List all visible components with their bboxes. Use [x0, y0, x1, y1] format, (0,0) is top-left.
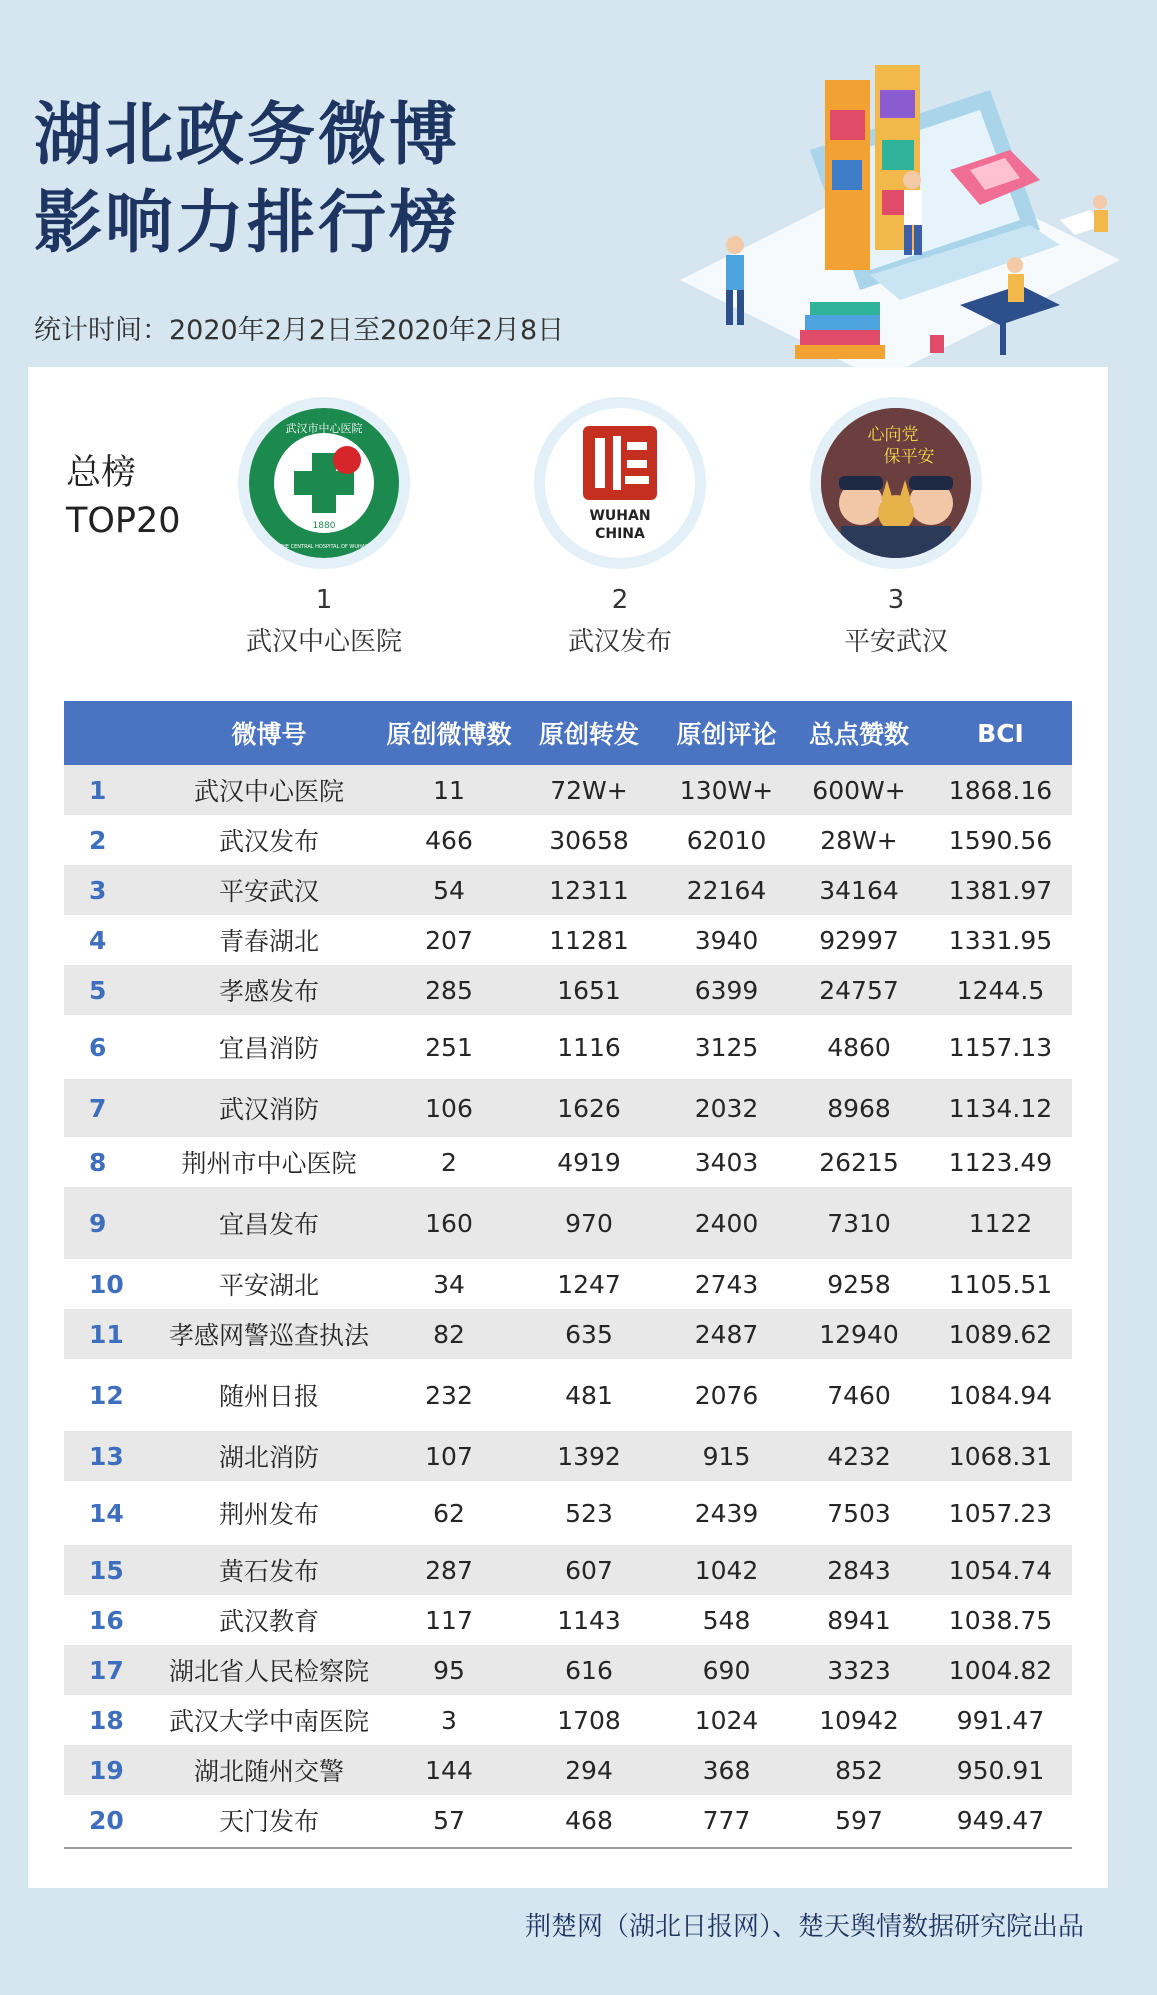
- cell-rank: 18: [64, 1695, 154, 1745]
- table-row: [64, 1137, 1072, 1187]
- cell-original-posts: 144: [384, 1745, 514, 1795]
- cell-comments: 62010: [664, 815, 789, 865]
- cell-account: 武汉消防: [154, 1079, 384, 1137]
- cell-reposts: 11281: [514, 915, 664, 965]
- cell-comments: 2743: [664, 1259, 789, 1309]
- ranking-card: [28, 367, 1108, 1888]
- cell-bci: 1868.16: [929, 765, 1072, 815]
- cell-likes: 7503: [789, 1481, 929, 1545]
- table-row: [64, 1545, 1072, 1595]
- table-row: [64, 915, 1072, 965]
- footer-credit: 荆楚网（湖北日报网）、楚天舆情数据研究院出品: [524, 1912, 1084, 1942]
- cell-bci: 950.91: [929, 1745, 1072, 1795]
- cell-comments: 2032: [664, 1079, 789, 1137]
- ranking-table: [64, 701, 1072, 1845]
- cell-rank: 10: [64, 1259, 154, 1309]
- top3-item-1[interactable]: [234, 397, 414, 658]
- svg-text:武汉市中心医院: 武汉市中心医院: [285, 422, 363, 435]
- cell-original-posts: 232: [384, 1359, 514, 1431]
- cell-likes: 9258: [789, 1259, 929, 1309]
- table-row: [64, 765, 1072, 815]
- cell-original-posts: 287: [384, 1545, 514, 1595]
- cell-original-posts: 62: [384, 1481, 514, 1545]
- cell-bci: 1089.62: [929, 1309, 1072, 1359]
- svg-text:1880: 1880: [312, 521, 336, 531]
- cell-likes: 12940: [789, 1309, 929, 1359]
- table-row: [64, 1431, 1072, 1481]
- cell-account: 宜昌消防: [154, 1015, 384, 1079]
- cell-bci: 1331.95: [929, 915, 1072, 965]
- cell-comments: 1042: [664, 1545, 789, 1595]
- top3-name: 武汉发布: [567, 627, 672, 657]
- cell-comments: 3403: [664, 1137, 789, 1187]
- cell-reposts: 468: [514, 1795, 664, 1845]
- top3-name: 平安武汉: [843, 627, 948, 657]
- top3-name: 武汉中心医院: [245, 627, 402, 657]
- table-row: [64, 965, 1072, 1015]
- cell-reposts: 30658: [514, 815, 664, 865]
- cell-bci: 1123.49: [929, 1137, 1072, 1187]
- table-row: [64, 1015, 1072, 1079]
- cell-bci: 1157.13: [929, 1015, 1072, 1079]
- cell-original-posts: 3: [384, 1695, 514, 1745]
- cell-rank: 7: [64, 1079, 154, 1137]
- col-header-likes: 总点赞数: [789, 701, 929, 765]
- cell-rank: 3: [64, 865, 154, 915]
- cell-original-posts: 207: [384, 915, 514, 965]
- table-row: [64, 1745, 1072, 1795]
- cell-account: 武汉教育: [154, 1595, 384, 1645]
- cell-comments: 2076: [664, 1359, 789, 1431]
- cell-likes: 34164: [789, 865, 929, 915]
- cell-rank: 15: [64, 1545, 154, 1595]
- cell-account: 孝感发布: [154, 965, 384, 1015]
- cell-likes: 4232: [789, 1431, 929, 1481]
- board-label: [66, 449, 181, 545]
- table-row: [64, 1695, 1072, 1745]
- cell-reposts: 12311: [514, 865, 664, 915]
- svg-text:CHINA: CHINA: [595, 526, 645, 542]
- cell-account: 随州日报: [154, 1359, 384, 1431]
- table-bottom-rule: [64, 1847, 1072, 1849]
- table-row: [64, 1359, 1072, 1431]
- cell-reposts: 72W+: [514, 765, 664, 815]
- cell-likes: 600W+: [789, 765, 929, 815]
- cell-original-posts: 117: [384, 1595, 514, 1645]
- cell-reposts: 607: [514, 1545, 664, 1595]
- cell-original-posts: 466: [384, 815, 514, 865]
- top3-rank: 1: [315, 585, 333, 615]
- cell-original-posts: 95: [384, 1645, 514, 1695]
- wuhan-release-logo: [534, 397, 706, 569]
- cell-rank: 9: [64, 1187, 154, 1259]
- cell-comments: 3125: [664, 1015, 789, 1079]
- cell-rank: 11: [64, 1309, 154, 1359]
- cell-rank: 17: [64, 1645, 154, 1695]
- cell-comments: 915: [664, 1431, 789, 1481]
- board-label-line-2: TOP20: [66, 501, 181, 541]
- col-header-reposts: 原创转发: [514, 701, 664, 765]
- cell-comments: 2487: [664, 1309, 789, 1359]
- cell-rank: 19: [64, 1745, 154, 1795]
- cell-original-posts: 107: [384, 1431, 514, 1481]
- cell-comments: 3940: [664, 915, 789, 965]
- cell-original-posts: 2: [384, 1137, 514, 1187]
- cell-bci: 1004.82: [929, 1645, 1072, 1695]
- cell-bci: 1590.56: [929, 815, 1072, 865]
- cell-likes: 2843: [789, 1545, 929, 1595]
- cell-reposts: 1143: [514, 1595, 664, 1645]
- cell-account: 青春湖北: [154, 915, 384, 965]
- cell-likes: 852: [789, 1745, 929, 1795]
- table-row: [64, 1259, 1072, 1309]
- col-header-rank: [64, 701, 154, 765]
- cell-reposts: 970: [514, 1187, 664, 1259]
- central-hospital-logo: [238, 397, 410, 569]
- cell-likes: 26215: [789, 1137, 929, 1187]
- cell-rank: 20: [64, 1795, 154, 1845]
- cell-original-posts: 285: [384, 965, 514, 1015]
- cell-original-posts: 106: [384, 1079, 514, 1137]
- cell-comments: 2400: [664, 1187, 789, 1259]
- cell-rank: 5: [64, 965, 154, 1015]
- table-row: [64, 865, 1072, 915]
- cell-reposts: 1247: [514, 1259, 664, 1309]
- cell-bci: 1084.94: [929, 1359, 1072, 1431]
- cell-bci: 1068.31: [929, 1431, 1072, 1481]
- table-row: [64, 1481, 1072, 1545]
- cell-rank: 6: [64, 1015, 154, 1079]
- cell-rank: 4: [64, 915, 154, 965]
- top3-item-2[interactable]: [530, 397, 710, 658]
- cell-reposts: 294: [514, 1745, 664, 1795]
- cell-likes: 7310: [789, 1187, 929, 1259]
- svg-text:保平安: 保平安: [883, 447, 935, 467]
- cell-bci: 1038.75: [929, 1595, 1072, 1645]
- cell-bci: 1054.74: [929, 1545, 1072, 1595]
- cell-account: 孝感网警巡查执法: [154, 1309, 384, 1359]
- cell-account: 平安武汉: [154, 865, 384, 915]
- cell-rank: 13: [64, 1431, 154, 1481]
- cell-bci: 1105.51: [929, 1259, 1072, 1309]
- cell-reposts: 1116: [514, 1015, 664, 1079]
- cell-reposts: 1626: [514, 1079, 664, 1137]
- board-label-line-1: 总榜: [66, 453, 137, 493]
- cell-rank: 1: [64, 765, 154, 815]
- cell-original-posts: 82: [384, 1309, 514, 1359]
- col-header-bci: BCI: [929, 701, 1072, 765]
- table-row: [64, 1187, 1072, 1259]
- cell-reposts: 481: [514, 1359, 664, 1431]
- cell-likes: 8968: [789, 1079, 929, 1137]
- cell-bci: 1134.12: [929, 1079, 1072, 1137]
- cell-account: 平安湖北: [154, 1259, 384, 1309]
- table-header-row: [64, 701, 1072, 765]
- cell-reposts: 616: [514, 1645, 664, 1695]
- cell-account: 宜昌发布: [154, 1187, 384, 1259]
- cell-likes: 3323: [789, 1645, 929, 1695]
- cell-likes: 8941: [789, 1595, 929, 1645]
- page-title: [34, 92, 460, 268]
- table-row: [64, 1595, 1072, 1645]
- cell-reposts: 4919: [514, 1137, 664, 1187]
- cell-original-posts: 54: [384, 865, 514, 915]
- cell-comments: 690: [664, 1645, 789, 1695]
- svg-text:心向党: 心向党: [867, 425, 919, 445]
- cell-likes: 597: [789, 1795, 929, 1845]
- cell-account: 湖北随州交警: [154, 1745, 384, 1795]
- cell-comments: 6399: [664, 965, 789, 1015]
- cell-comments: 130W+: [664, 765, 789, 815]
- top3-rank: 3: [887, 585, 905, 615]
- cell-reposts: 1651: [514, 965, 664, 1015]
- cell-likes: 92997: [789, 915, 929, 965]
- cell-original-posts: 57: [384, 1795, 514, 1845]
- cell-likes: 24757: [789, 965, 929, 1015]
- col-header-account: 微博号: [154, 701, 384, 765]
- cell-comments: 2439: [664, 1481, 789, 1545]
- cell-reposts: 635: [514, 1309, 664, 1359]
- cell-likes: 7460: [789, 1359, 929, 1431]
- cell-account: 武汉中心医院: [154, 765, 384, 815]
- cell-rank: 12: [64, 1359, 154, 1431]
- cell-reposts: 523: [514, 1481, 664, 1545]
- title-line-1: 湖北政务微博: [34, 96, 461, 175]
- col-header-original-posts: 原创微博数: [384, 701, 514, 765]
- cell-original-posts: 34: [384, 1259, 514, 1309]
- cell-rank: 8: [64, 1137, 154, 1187]
- top3-item-3[interactable]: [806, 397, 986, 658]
- cell-account: 天门发布: [154, 1795, 384, 1845]
- svg-text:THE CENTRAL HOSPITAL OF WUHAN: THE CENTRAL HOSPITAL OF WUHAN: [279, 544, 369, 550]
- cell-account: 荆州发布: [154, 1481, 384, 1545]
- cell-account: 武汉大学中南医院: [154, 1695, 384, 1745]
- cell-comments: 548: [664, 1595, 789, 1645]
- table-row: [64, 1645, 1072, 1695]
- table-row: [64, 1795, 1072, 1845]
- cell-rank: 16: [64, 1595, 154, 1645]
- safe-wuhan-logo: [810, 397, 982, 569]
- table-row: [64, 1309, 1072, 1359]
- cell-comments: 777: [664, 1795, 789, 1845]
- col-header-comments: 原创评论: [664, 701, 789, 765]
- cell-bci: 949.47: [929, 1795, 1072, 1845]
- cell-comments: 22164: [664, 865, 789, 915]
- cell-likes: 28W+: [789, 815, 929, 865]
- cell-likes: 4860: [789, 1015, 929, 1079]
- cell-bci: 1244.5: [929, 965, 1072, 1015]
- cell-account: 湖北消防: [154, 1431, 384, 1481]
- top3-rank: 2: [611, 585, 629, 615]
- cell-likes: 10942: [789, 1695, 929, 1745]
- cell-original-posts: 251: [384, 1015, 514, 1079]
- cell-account: 武汉发布: [154, 815, 384, 865]
- cell-comments: 368: [664, 1745, 789, 1795]
- cell-comments: 1024: [664, 1695, 789, 1745]
- cell-rank: 14: [64, 1481, 154, 1545]
- svg-text:WUHAN: WUHAN: [589, 508, 651, 524]
- cell-account: 黄石发布: [154, 1545, 384, 1595]
- cell-original-posts: 11: [384, 765, 514, 815]
- table-row: [64, 1079, 1072, 1137]
- cell-original-posts: 160: [384, 1187, 514, 1259]
- cell-bci: 1381.97: [929, 865, 1072, 915]
- cell-bci: 1122: [929, 1187, 1072, 1259]
- cell-rank: 2: [64, 815, 154, 865]
- cell-account: 荆州市中心医院: [154, 1137, 384, 1187]
- cell-bci: 1057.23: [929, 1481, 1072, 1545]
- table-row: [64, 815, 1072, 865]
- stat-period: 统计时间：2020年2月2日至2020年2月8日: [34, 315, 565, 346]
- cell-bci: 991.47: [929, 1695, 1072, 1745]
- cell-account: 湖北省人民检察院: [154, 1645, 384, 1695]
- cell-reposts: 1392: [514, 1431, 664, 1481]
- title-line-2: 影响力排行榜: [34, 184, 461, 263]
- cell-reposts: 1708: [514, 1695, 664, 1745]
- library-illustration: [660, 30, 1130, 385]
